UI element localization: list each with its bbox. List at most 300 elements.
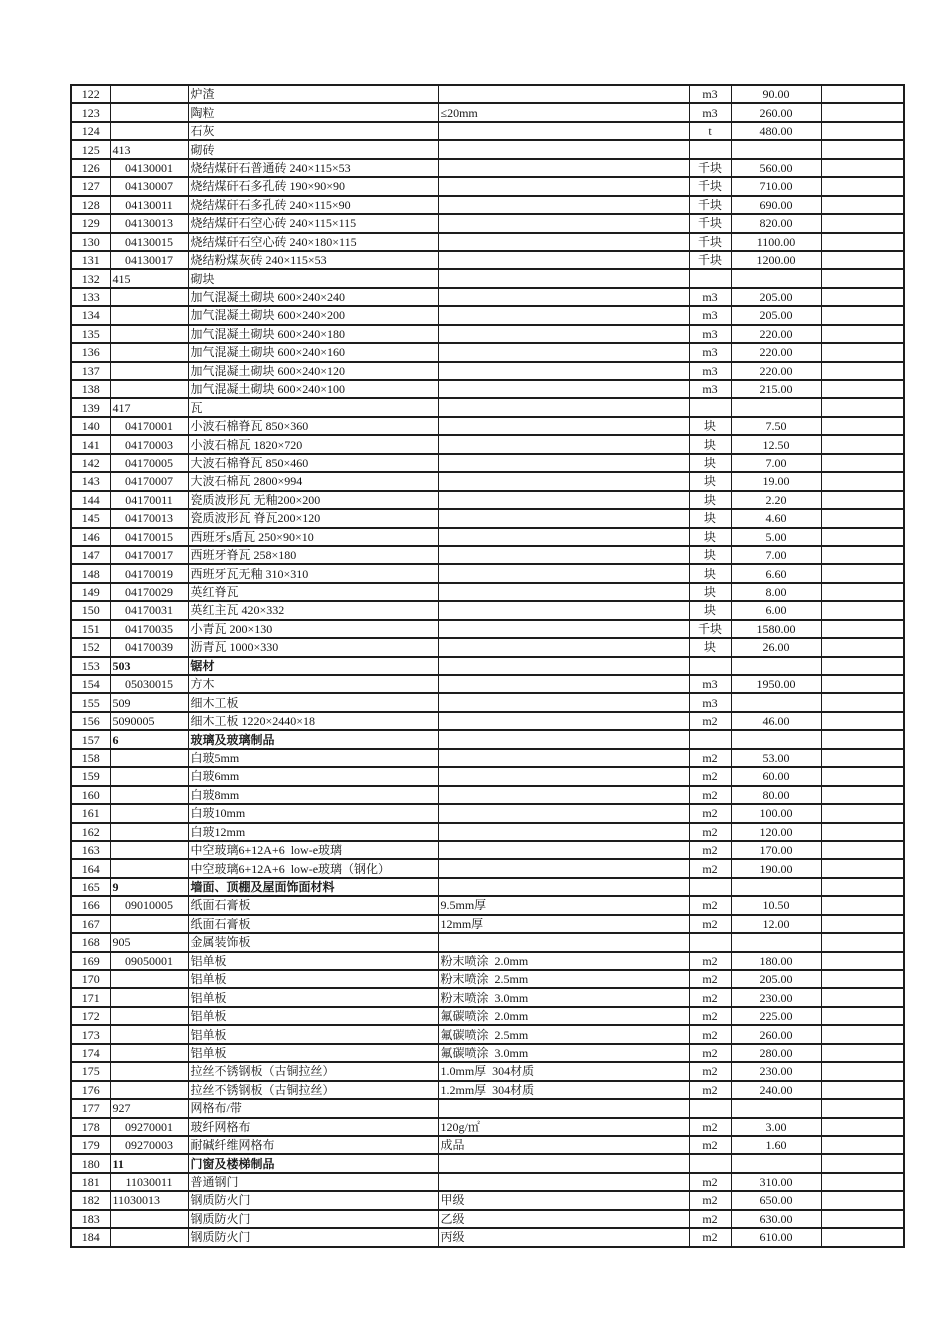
empty-cell — [821, 915, 904, 933]
name-cell: 烧结煤矸石多孔砖 240×115×90 — [188, 196, 438, 214]
spec-cell — [438, 620, 689, 638]
price-cell: 12.50 — [731, 435, 821, 453]
table-row — [71, 1007, 904, 1025]
empty-cell — [821, 859, 904, 877]
unit-cell: m2 — [689, 1228, 731, 1246]
table-row — [71, 1044, 904, 1062]
price-cell: 7.00 — [731, 454, 821, 472]
unit-cell: m3 — [689, 693, 731, 711]
unit-cell: 千块 — [689, 214, 731, 232]
name-cell: 西班牙瓦无釉 310×310 — [188, 564, 438, 582]
name-cell: 烧结煤矸石多孔砖 190×90×90 — [188, 177, 438, 195]
spec-cell — [438, 583, 689, 601]
table-row — [71, 122, 904, 140]
name-cell: 小青瓦 200×130 — [188, 620, 438, 638]
row-number-cell: 146 — [71, 528, 110, 546]
spec-cell: 120g/㎡ — [438, 1118, 689, 1136]
table-row — [71, 1118, 904, 1136]
name-cell: 网格布/带 — [188, 1099, 438, 1117]
row-number-cell: 156 — [71, 712, 110, 730]
row-number-cell: 181 — [71, 1173, 110, 1191]
price-cell: 650.00 — [731, 1191, 821, 1209]
name-cell: 细木工板 — [188, 693, 438, 711]
spec-cell — [438, 417, 689, 435]
table-row — [71, 786, 904, 804]
empty-cell — [821, 233, 904, 251]
unit-cell: 千块 — [689, 196, 731, 214]
price-cell: 60.00 — [731, 767, 821, 785]
name-cell: 白玻8mm — [188, 786, 438, 804]
spec-cell — [438, 878, 689, 896]
code-cell: 905 — [110, 933, 188, 951]
name-cell: 铝单板 — [188, 1007, 438, 1025]
price-cell: 560.00 — [731, 159, 821, 177]
unit-cell: m2 — [689, 1062, 731, 1080]
spec-cell — [438, 767, 689, 785]
spec-cell — [438, 749, 689, 767]
name-cell: 白玻6mm — [188, 767, 438, 785]
row-number-cell: 163 — [71, 841, 110, 859]
empty-cell — [821, 528, 904, 546]
name-cell: 陶粒 — [188, 103, 438, 121]
empty-cell — [821, 1099, 904, 1117]
name-cell: 细木工板 1220×2440×18 — [188, 712, 438, 730]
name-cell: 瓷质波形瓦 脊瓦200×120 — [188, 509, 438, 527]
row-number-cell: 126 — [71, 159, 110, 177]
code-cell: 09270003 — [110, 1136, 188, 1154]
table-row — [71, 675, 904, 693]
table-row — [71, 841, 904, 859]
row-number-cell: 136 — [71, 343, 110, 361]
spec-cell — [438, 933, 689, 951]
table-row — [71, 657, 904, 675]
empty-cell — [821, 491, 904, 509]
row-number-cell: 164 — [71, 859, 110, 877]
price-cell: 205.00 — [731, 288, 821, 306]
name-cell: 沥青瓦 1000×330 — [188, 638, 438, 656]
spec-cell — [438, 233, 689, 251]
code-cell: 415 — [110, 269, 188, 287]
price-cell: 820.00 — [731, 214, 821, 232]
unit-cell: m2 — [689, 1210, 731, 1228]
table-row — [71, 583, 904, 601]
spec-cell — [438, 509, 689, 527]
code-cell: 11 — [110, 1154, 188, 1172]
name-cell: 大波石棉瓦 2800×994 — [188, 472, 438, 490]
name-cell: 烧结煤矸石空心砖 240×115×115 — [188, 214, 438, 232]
table-row — [71, 601, 904, 619]
row-number-cell: 167 — [71, 915, 110, 933]
price-cell: 710.00 — [731, 177, 821, 195]
row-number-cell: 171 — [71, 988, 110, 1006]
empty-cell — [821, 454, 904, 472]
unit-cell — [689, 1099, 731, 1117]
table-row — [71, 177, 904, 195]
name-cell: 加气混凝土砌块 600×240×240 — [188, 288, 438, 306]
unit-cell — [689, 730, 731, 748]
table-row — [71, 1191, 904, 1209]
code-cell — [110, 343, 188, 361]
empty-cell — [821, 933, 904, 951]
empty-cell — [821, 269, 904, 287]
spec-cell — [438, 804, 689, 822]
spec-cell: 氟碳喷涂 3.0mm — [438, 1044, 689, 1062]
price-cell — [731, 398, 821, 416]
unit-cell: m2 — [689, 896, 731, 914]
row-number-cell: 180 — [71, 1154, 110, 1172]
unit-cell: m2 — [689, 1044, 731, 1062]
row-number-cell: 160 — [71, 786, 110, 804]
empty-cell — [821, 380, 904, 398]
price-cell: 230.00 — [731, 1062, 821, 1080]
spec-cell — [438, 1154, 689, 1172]
row-number-cell: 138 — [71, 380, 110, 398]
price-cell — [731, 1099, 821, 1117]
code-cell — [110, 841, 188, 859]
empty-cell — [821, 675, 904, 693]
name-cell: 西班牙s盾瓦 250×90×10 — [188, 528, 438, 546]
price-cell: 80.00 — [731, 786, 821, 804]
price-cell — [731, 269, 821, 287]
code-cell: 04170013 — [110, 509, 188, 527]
price-cell — [731, 730, 821, 748]
empty-cell — [821, 749, 904, 767]
unit-cell: 块 — [689, 564, 731, 582]
empty-cell — [821, 841, 904, 859]
code-cell — [110, 103, 188, 121]
empty-cell — [821, 1210, 904, 1228]
price-cell: 205.00 — [731, 306, 821, 324]
name-cell: 英红主瓦 420×332 — [188, 601, 438, 619]
name-cell: 拉丝不锈钢板（古铜拉丝） — [188, 1062, 438, 1080]
price-cell: 1950.00 — [731, 675, 821, 693]
code-cell — [110, 288, 188, 306]
unit-cell: 块 — [689, 435, 731, 453]
spec-cell — [438, 454, 689, 472]
empty-cell — [821, 251, 904, 269]
spec-cell — [438, 564, 689, 582]
row-number-cell: 184 — [71, 1228, 110, 1246]
spec-cell: 9.5mm厚 — [438, 896, 689, 914]
row-number-cell: 125 — [71, 140, 110, 158]
price-cell: 690.00 — [731, 196, 821, 214]
name-cell: 小波石棉脊瓦 850×360 — [188, 417, 438, 435]
unit-cell: 块 — [689, 472, 731, 490]
materials-price-table — [70, 84, 905, 1248]
price-cell: 90.00 — [731, 85, 821, 103]
table-row — [71, 233, 904, 251]
spec-cell: 甲级 — [438, 1191, 689, 1209]
code-cell: 04170007 — [110, 472, 188, 490]
code-cell: 04170019 — [110, 564, 188, 582]
code-cell: 09270001 — [110, 1118, 188, 1136]
row-number-cell: 131 — [71, 251, 110, 269]
name-cell: 钢质防火门 — [188, 1210, 438, 1228]
price-cell: 100.00 — [731, 804, 821, 822]
code-cell: 04170003 — [110, 435, 188, 453]
unit-cell — [689, 933, 731, 951]
spec-cell — [438, 841, 689, 859]
empty-cell — [821, 140, 904, 158]
table-row — [71, 528, 904, 546]
row-number-cell: 148 — [71, 564, 110, 582]
empty-cell — [821, 1025, 904, 1043]
unit-cell: 块 — [689, 509, 731, 527]
code-cell: 04130011 — [110, 196, 188, 214]
spec-cell — [438, 1099, 689, 1117]
table-row — [71, 767, 904, 785]
code-cell: 04130001 — [110, 159, 188, 177]
price-cell: 220.00 — [731, 325, 821, 343]
unit-cell: m2 — [689, 1025, 731, 1043]
table-row — [71, 343, 904, 361]
code-cell — [110, 85, 188, 103]
code-cell — [110, 1044, 188, 1062]
table-row — [71, 915, 904, 933]
code-cell — [110, 804, 188, 822]
table-row — [71, 1210, 904, 1228]
code-cell — [110, 1062, 188, 1080]
spec-cell — [438, 196, 689, 214]
empty-cell — [821, 693, 904, 711]
unit-cell: m3 — [689, 103, 731, 121]
name-cell: 石灰 — [188, 122, 438, 140]
unit-cell: 块 — [689, 546, 731, 564]
row-number-cell: 174 — [71, 1044, 110, 1062]
code-cell: 413 — [110, 140, 188, 158]
name-cell: 烧结粉煤灰砖 240×115×53 — [188, 251, 438, 269]
code-cell: 04170035 — [110, 620, 188, 638]
empty-cell — [821, 325, 904, 343]
unit-cell: m2 — [689, 1136, 731, 1154]
price-cell: 180.00 — [731, 952, 821, 970]
row-number-cell: 175 — [71, 1062, 110, 1080]
table-row — [71, 472, 904, 490]
table-row — [71, 970, 904, 988]
name-cell: 门窗及楼梯制品 — [188, 1154, 438, 1172]
spec-cell: 1.0mm厚 304材质 — [438, 1062, 689, 1080]
price-cell — [731, 878, 821, 896]
name-cell: 加气混凝土砌块 600×240×100 — [188, 380, 438, 398]
row-number-cell: 159 — [71, 767, 110, 785]
name-cell: 加气混凝土砌块 600×240×160 — [188, 343, 438, 361]
spec-cell — [438, 177, 689, 195]
code-cell: 417 — [110, 398, 188, 416]
code-cell: 9 — [110, 878, 188, 896]
spec-cell: 12mm厚 — [438, 915, 689, 933]
price-cell: 1.60 — [731, 1136, 821, 1154]
name-cell: 白玻10mm — [188, 804, 438, 822]
code-cell: 04130007 — [110, 177, 188, 195]
row-number-cell: 153 — [71, 657, 110, 675]
unit-cell — [689, 398, 731, 416]
name-cell: 加气混凝土砌块 600×240×120 — [188, 362, 438, 380]
code-cell: 09050001 — [110, 952, 188, 970]
table-row — [71, 730, 904, 748]
spec-cell — [438, 159, 689, 177]
spec-cell — [438, 362, 689, 380]
unit-cell: 块 — [689, 583, 731, 601]
unit-cell: m2 — [689, 1173, 731, 1191]
table-row — [71, 859, 904, 877]
code-cell: 04130013 — [110, 214, 188, 232]
name-cell: 西班牙脊瓦 258×180 — [188, 546, 438, 564]
row-number-cell: 150 — [71, 601, 110, 619]
spec-cell: 粉末喷涂 2.5mm — [438, 970, 689, 988]
unit-cell: 块 — [689, 417, 731, 435]
price-cell: 310.00 — [731, 1173, 821, 1191]
row-number-cell: 178 — [71, 1118, 110, 1136]
price-cell: 630.00 — [731, 1210, 821, 1228]
code-cell: 04170001 — [110, 417, 188, 435]
code-cell: 6 — [110, 730, 188, 748]
table-row — [71, 380, 904, 398]
empty-cell — [821, 196, 904, 214]
empty-cell — [821, 804, 904, 822]
unit-cell: m3 — [689, 85, 731, 103]
table-row — [71, 417, 904, 435]
row-number-cell: 152 — [71, 638, 110, 656]
table-row — [71, 362, 904, 380]
spec-cell — [438, 730, 689, 748]
unit-cell — [689, 269, 731, 287]
code-cell — [110, 988, 188, 1006]
code-cell: 04170005 — [110, 454, 188, 472]
name-cell: 烧结煤矸石空心砖 240×180×115 — [188, 233, 438, 251]
code-cell — [110, 362, 188, 380]
empty-cell — [821, 546, 904, 564]
name-cell: 耐碱纤维网格布 — [188, 1136, 438, 1154]
code-cell — [110, 325, 188, 343]
unit-cell: m3 — [689, 325, 731, 343]
row-number-cell: 166 — [71, 896, 110, 914]
row-number-cell: 170 — [71, 970, 110, 988]
empty-cell — [821, 103, 904, 121]
spec-cell: 氟碳喷涂 2.5mm — [438, 1025, 689, 1043]
table-row — [71, 140, 904, 158]
spec-cell — [438, 472, 689, 490]
unit-cell: 千块 — [689, 233, 731, 251]
row-number-cell: 140 — [71, 417, 110, 435]
table-row — [71, 196, 904, 214]
code-cell: 04170029 — [110, 583, 188, 601]
price-cell: 3.00 — [731, 1118, 821, 1136]
name-cell: 白玻12mm — [188, 823, 438, 841]
spec-cell — [438, 528, 689, 546]
unit-cell — [689, 1154, 731, 1172]
code-cell — [110, 970, 188, 988]
name-cell: 普通钢门 — [188, 1173, 438, 1191]
price-cell: 190.00 — [731, 859, 821, 877]
name-cell: 中空玻璃6+12A+6 low-e玻璃 — [188, 841, 438, 859]
price-cell — [731, 933, 821, 951]
name-cell: 方木 — [188, 675, 438, 693]
price-cell: 6.00 — [731, 601, 821, 619]
table-row — [71, 1025, 904, 1043]
empty-cell — [821, 896, 904, 914]
code-cell: 11030013 — [110, 1191, 188, 1209]
spec-cell — [438, 214, 689, 232]
price-cell: 26.00 — [731, 638, 821, 656]
table-row — [71, 620, 904, 638]
empty-cell — [821, 952, 904, 970]
row-number-cell: 127 — [71, 177, 110, 195]
row-number-cell: 144 — [71, 491, 110, 509]
code-cell: 04170017 — [110, 546, 188, 564]
unit-cell: m3 — [689, 675, 731, 693]
empty-cell — [821, 638, 904, 656]
spec-cell — [438, 712, 689, 730]
row-number-cell: 179 — [71, 1136, 110, 1154]
code-cell: 503 — [110, 657, 188, 675]
name-cell: 纸面石膏板 — [188, 915, 438, 933]
row-number-cell: 183 — [71, 1210, 110, 1228]
code-cell — [110, 1081, 188, 1099]
row-number-cell: 165 — [71, 878, 110, 896]
name-cell: 拉丝不锈钢板（古铜拉丝） — [188, 1081, 438, 1099]
row-number-cell: 151 — [71, 620, 110, 638]
price-cell: 46.00 — [731, 712, 821, 730]
code-cell — [110, 823, 188, 841]
table-row — [71, 933, 904, 951]
empty-cell — [821, 177, 904, 195]
table-row — [71, 823, 904, 841]
spec-cell — [438, 398, 689, 416]
spec-cell — [438, 693, 689, 711]
row-number-cell: 135 — [71, 325, 110, 343]
empty-cell — [821, 601, 904, 619]
spec-cell — [438, 269, 689, 287]
name-cell: 加气混凝土砌块 600×240×180 — [188, 325, 438, 343]
unit-cell: m2 — [689, 804, 731, 822]
spec-cell: 成品 — [438, 1136, 689, 1154]
row-number-cell: 169 — [71, 952, 110, 970]
row-number-cell: 124 — [71, 122, 110, 140]
code-cell: 04130015 — [110, 233, 188, 251]
code-cell — [110, 1025, 188, 1043]
row-number-cell: 168 — [71, 933, 110, 951]
spec-cell — [438, 1173, 689, 1191]
spec-cell — [438, 140, 689, 158]
code-cell — [110, 306, 188, 324]
spec-cell — [438, 786, 689, 804]
empty-cell — [821, 306, 904, 324]
unit-cell: t — [689, 122, 731, 140]
spec-cell — [438, 601, 689, 619]
empty-cell — [821, 288, 904, 306]
row-number-cell: 149 — [71, 583, 110, 601]
empty-cell — [821, 1191, 904, 1209]
row-number-cell: 173 — [71, 1025, 110, 1043]
price-cell: 120.00 — [731, 823, 821, 841]
price-cell: 1580.00 — [731, 620, 821, 638]
row-number-cell: 154 — [71, 675, 110, 693]
unit-cell — [689, 140, 731, 158]
empty-cell — [821, 730, 904, 748]
name-cell: 瓦 — [188, 398, 438, 416]
price-cell: 7.50 — [731, 417, 821, 435]
name-cell: 白玻5mm — [188, 749, 438, 767]
unit-cell: m2 — [689, 1081, 731, 1099]
price-cell: 10.50 — [731, 896, 821, 914]
price-cell: 53.00 — [731, 749, 821, 767]
empty-cell — [821, 122, 904, 140]
code-cell: 04170011 — [110, 491, 188, 509]
row-number-cell: 177 — [71, 1099, 110, 1117]
table-row — [71, 878, 904, 896]
price-cell: 240.00 — [731, 1081, 821, 1099]
table-row — [71, 85, 904, 103]
